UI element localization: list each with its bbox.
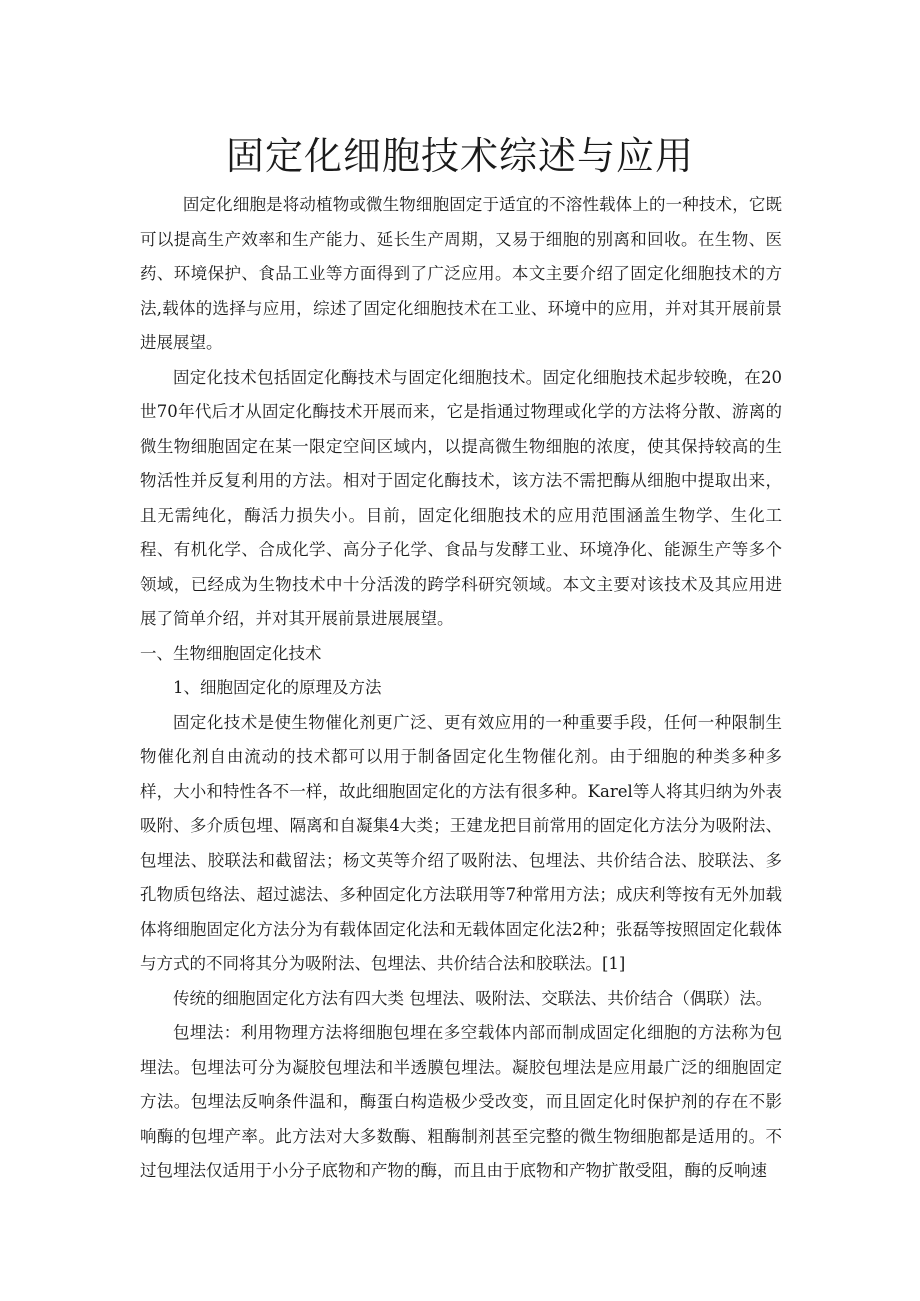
section-heading: 一、生物细胞固定化技术	[140, 643, 322, 663]
intro-paragraph: 固定化技术包括固定化酶技术与固定化细胞技术。固定化细胞技术起步较晚，在20世70年代后才从固定化酶技术开展而来，它是指通过物理或化学的方法将分散、游离的微生物细胞固定在某一限定空间区域内，以提高微生物细胞的浓度，使其保持较高的生物活性并反复利用的方法。相对于固定化酶技术，该方法不需把酶从细胞中提取出来，且无需纯化，酶活力损失小。目前，固定化细胞技术的应用范围涵盖生物学、生化工程、有机化学、合成化学、高分子化学、食品与发酵工业、环境净化、能源生产等多个领域，已经成为生物技术中十分活泼的跨学科研究领域。本文主要对该技术及其应用进展了简单介绍，并对其开展前景进展展望。	[140, 367, 782, 628]
abstract-paragraph: 固定化细胞是将动植物或微生物细胞固定于适宜的不溶性载体上的一种技术，它既可以提高生产效率和生产能力、延长生产周期，又易于细胞的别离和回收。在生物、医药、环境保护、食品工业等方面得到了广泛应用。本文主要介绍了固定化细胞技术的方法,载体的选择与应用，综述了固定化细胞技术在工业、环境中的应用，并对其开展前景进展展望。	[140, 195, 782, 352]
subsection-heading: 1、细胞固定化的原理及方法	[173, 678, 382, 697]
document-title: 固定化细胞技术综述与应用	[225, 134, 694, 178]
embedding-method-paragraph: 包埋法：利用物理方法将细胞包埋在多空载体内部而制成固定化细胞的方法称为包埋法。包埋法可分为凝胶包埋法和半透膜包埋法。凝胶包埋法是应用最广泛的细胞固定方法。包埋法反响条件温和，酶蛋白构造极少受改变，而且固定化时保护剂的存在不影响酶的包埋产率。此方法对大多数酶、粗酶制剂甚至完整的微生物细胞都是适用的。不过包埋法仅适用于小分子底物和产物的酶，而且由于底物和产物扩散受阻，酶的反响速	[140, 1023, 782, 1180]
document-body	[140, 188, 782, 1189]
traditional-methods-paragraph: 传统的细胞固定化方法有四大类 包埋法、吸附法、交联法、共价结合（偶联）法。	[173, 988, 773, 1008]
principle-paragraph: 固定化技术是使生物催化剂更广泛、更有效应用的一种重要手段，任何一种限制生物催化剂自由流动的技术都可以用于制备固定化生物催化剂。由于细胞的种类多种多样，大小和特性各不一样，故此细胞固定化的方法有很多种。Karel等人将其归纳为外表吸附、多介质包埋、隔离和自凝集4大类；王建龙把目前常用的固定化方法分为吸附法、包埋法、胶联法和截留法；杨文英等介绍了吸附法、包埋法、共价结合法、胶联法、多孔物质包络法、超过滤法、多种固定化方法联用等7种常用方法；成庆利等按有无外加载体将细胞固定化方法分为有载体固定化法和无载体固定化法2种；张磊等按照固定化载体与方式的不同将其分为吸附法、包埋法、共价结合法和胶联法。[1]	[140, 712, 782, 973]
